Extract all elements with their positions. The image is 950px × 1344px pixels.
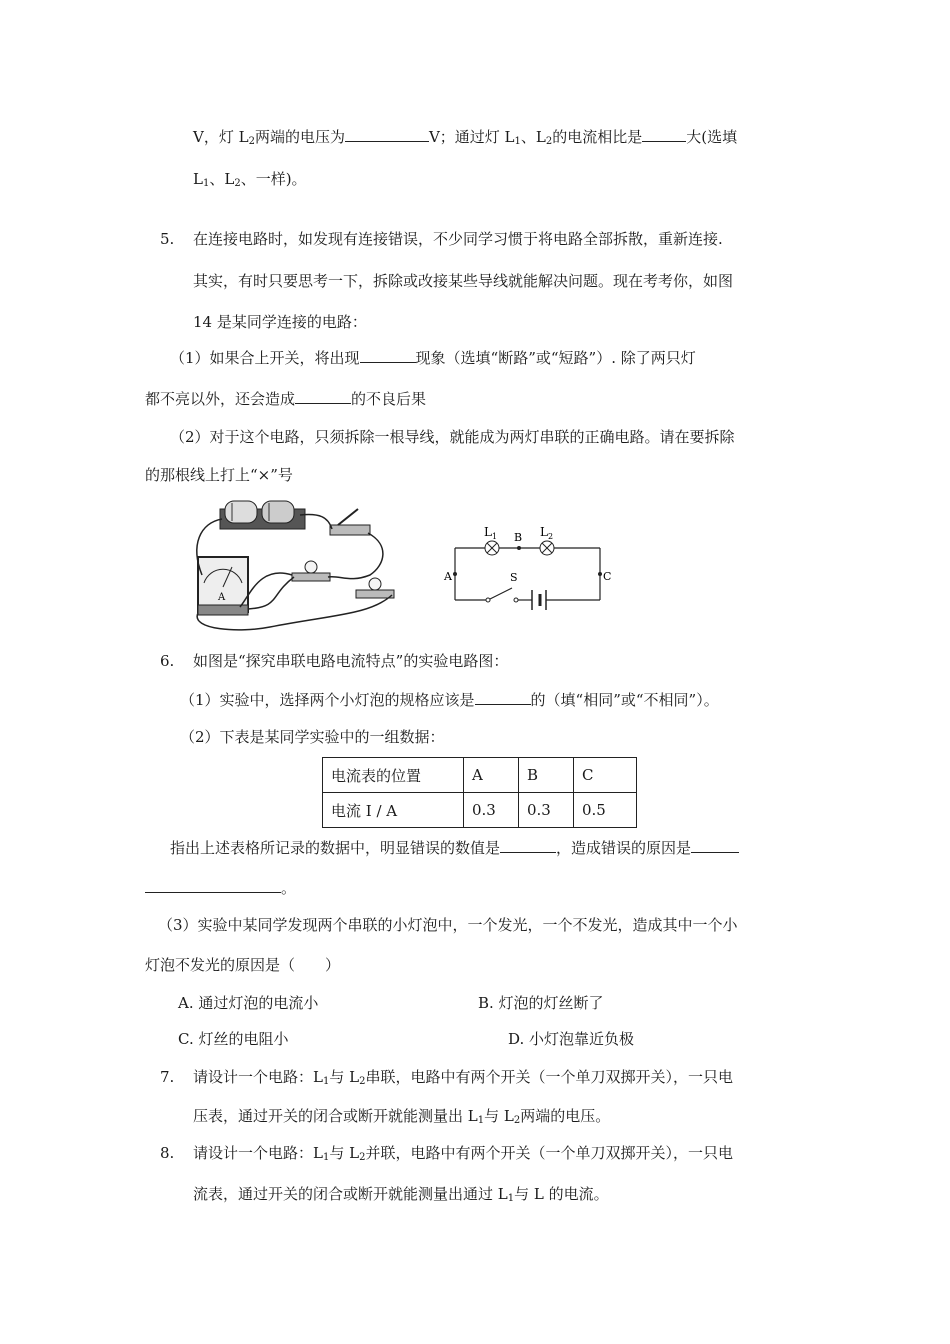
table-cell: 0.3 — [464, 793, 519, 828]
q6-part1: （1）实验中，选择两个小灯泡的规格应该是 的（填“相同”或“不相同”）。 — [180, 691, 719, 709]
current-data-table — [322, 757, 637, 828]
label-l2: $L_2$ — [540, 525, 554, 541]
node-c — [598, 572, 602, 576]
battery-symbol — [532, 590, 546, 610]
table-cell: A — [464, 758, 519, 793]
q6-number: 6. — [160, 652, 175, 670]
answer-blank[interactable] — [345, 127, 429, 142]
table-cell: 0.5 — [574, 793, 637, 828]
table-cell: 电流 I / A — [323, 793, 464, 828]
lamp-l2-symbol — [540, 541, 554, 555]
table-cell: C — [574, 758, 637, 793]
lamp-l1-symbol — [485, 541, 499, 555]
q5-line1: 在连接电路时，如发现有连接错误，不少同学习惯于将电路全部拆散，重新连接. — [193, 230, 723, 248]
q7-number: 7. — [160, 1068, 175, 1086]
answer-blank[interactable] — [475, 690, 531, 705]
q6-part3: （3）实验中某同学发现两个串联的小灯泡中，一个发光，一个不发光，造成其中一个小 — [158, 916, 738, 934]
q6-part3-cont: 灯泡不发光的原因是（ ） — [145, 956, 341, 974]
option-c[interactable]: C. 灯丝的电阻小 — [178, 1030, 289, 1048]
answer-blank[interactable] — [500, 838, 556, 853]
table-cell: 0.3 — [519, 793, 574, 828]
label-s: S — [510, 571, 518, 584]
node-b — [517, 546, 521, 550]
q5-part1-cont: 都不亮以外，还会造成 的不良后果 — [145, 390, 427, 408]
q5-part2-cont: 的那根线上打上“×”号 — [145, 466, 293, 484]
answer-blank[interactable] — [145, 878, 281, 893]
option-a[interactable]: A. 通过灯泡的电流小 — [178, 994, 319, 1012]
q5-part2: （2）对于这个电路，只须拆除一根导线，就能成为两灯串联的正确电路。请在要拆除 — [170, 428, 735, 446]
answer-blank[interactable] — [295, 389, 351, 404]
battery-holder — [220, 501, 305, 529]
table-row — [323, 793, 637, 828]
table-row — [323, 758, 637, 793]
q4-line2: $L_1$、$L_2$、一样)。 — [193, 170, 307, 189]
q8-line1: 请设计一个电路：$L_1$与 $L_2$并联，电路中有两个开关（一个单刀双掷开关），一只电 — [193, 1144, 733, 1163]
answer-blank[interactable] — [360, 348, 416, 363]
q7-line1: 请设计一个电路：$L_1$与 $L_2$串联，电路中有两个开关（一个单刀双掷开关），一只电 — [193, 1068, 733, 1087]
ammeter-label: A — [218, 592, 226, 603]
answer-blank[interactable] — [691, 838, 739, 853]
label-b: B — [514, 531, 523, 544]
q8-number: 8. — [160, 1144, 175, 1162]
switch-component — [330, 509, 370, 535]
bulb-1 — [292, 561, 330, 581]
circuit-schematic — [440, 518, 615, 613]
q6-line1: 如图是“探究串联电路电流特点”的实验电路图： — [193, 652, 509, 670]
q5-number: 5. — [160, 230, 175, 248]
q5-line2: 其实，有时只要思考一下，拆除或改接某些导线就能解决问题。现在考考你，如图 — [193, 272, 734, 290]
node-a — [453, 572, 457, 576]
q4-line1: V，灯 $L_2$两端的电压为 V；通过灯 $L_1$、$L_2$的电流相比是 大(选填 — [193, 128, 738, 147]
option-d[interactable]: D. 小灯泡靠近负极 — [508, 1030, 635, 1048]
table-cell: 电流表的位置 — [323, 758, 464, 793]
table-cell: B — [519, 758, 574, 793]
label-a: A — [444, 570, 452, 583]
label-c: C — [603, 570, 612, 583]
q8-line2: 流表，通过开关的闭合或断开就能测量出通过 $L_1$与 L 的电流。 — [193, 1185, 609, 1204]
q6-part2: （2）下表是某同学实验中的一组数据： — [180, 728, 445, 746]
q6-part2-question-cont: 。 — [145, 878, 296, 898]
option-b[interactable]: B. 灯泡的灯丝断了 — [478, 994, 604, 1012]
bulb-2 — [356, 578, 394, 598]
q5-line3: 14 是某同学连接的电路： — [193, 313, 367, 331]
answer-blank[interactable] — [642, 127, 686, 142]
q7-line2: 压表，通过开关的闭合或断开就能测量出 $L_1$与 $L_2$两端的电压。 — [193, 1107, 611, 1126]
label-l1: $L_1$ — [484, 525, 498, 541]
q5-part1: （1）如果合上开关，将出现 现象（选填“断路”或“短路”）. 除了两只灯 — [170, 349, 696, 367]
q6-part2-question: 指出上述表格所记录的数据中，明显错误的数值是 ，造成错误的原因是 — [170, 838, 739, 858]
physical-circuit-figure — [180, 495, 410, 635]
